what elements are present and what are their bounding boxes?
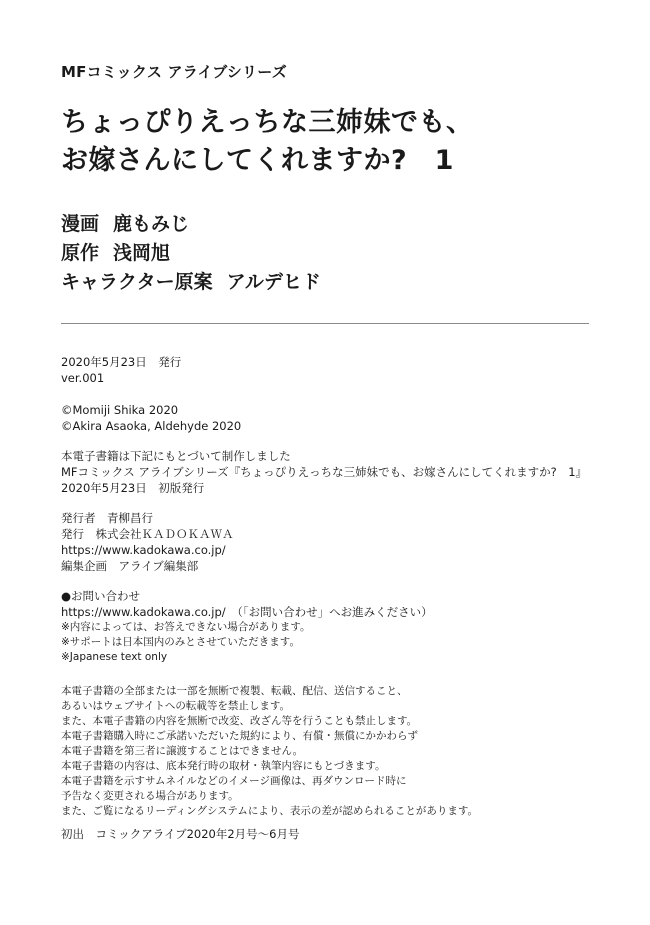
title-line-1: ちょっぴりえっちな三姉妹でも、 [61,107,474,138]
publisher-line: 編集企画 アライブ編集部 [61,559,199,573]
legal-line: 本電子書籍を第三者に譲渡することはできません。 [61,745,304,757]
contact-note: ※内容によっては、お答えできない場合があります。 [61,621,311,633]
credit-role: 原作 [61,242,100,264]
series-name: MFコミックス アライブシリーズ [61,63,287,81]
legal-line: あるいはウェブサイトへの転載等を禁止します。 [61,700,291,712]
publish-date: 2020年5月23日 発行 [61,355,182,369]
publisher-url[interactable]: https://www.kadokawa.co.jp/ [61,543,226,557]
book-title [61,104,474,180]
credit-person: 浅岡旭 [113,242,171,264]
copyright-line: ©Momiji Shika 2020 [61,403,179,417]
credit-original [61,239,321,268]
credit-art [61,210,321,239]
legal-line: また、本電子書籍の内容を無断で改変、改ざん等を行うことも禁止します。 [61,715,418,727]
first-appearance: 初出 コミックアライブ2020年2月号～6月号 [61,827,300,841]
credit-character-design [61,268,321,297]
credit-person: 鹿もみじ [113,213,190,235]
credits [61,210,321,297]
credit-role: キャラクター原案 [61,271,213,293]
publish-info [61,354,181,386]
legal-line: 本電子書籍購入時にご承諾いただいた規約により、有償・無償にかかわらず [61,730,418,742]
source-edition-block [61,448,587,496]
contact-notes [61,620,433,665]
copyright-block [61,402,241,434]
title-line-2: お嫁さんにしてくれますか? 1 [61,145,454,176]
source-line: 2020年5月23日 初版発行 [61,481,205,495]
contact-block [61,588,433,665]
legal-notice [61,684,478,819]
legal-line: また、ご覧になるリーディングシステムにより、表示の差が認められることがあります。 [61,805,479,817]
legal-line: 予告なく変更される場合があります。 [61,790,239,802]
version: ver.001 [61,371,105,385]
credit-role: 漫画 [61,213,100,235]
contact-url[interactable]: https://www.kadokawa.co.jp/ （「お問い合わせ」へお進みください） [61,605,433,619]
contact-note: ※Japanese text only [61,651,168,663]
source-line: 本電子書籍は下記にもとづいて制作しました [61,449,291,463]
legal-line: 本電子書籍の全部または一部を無断で複製、転載、配信、送信すること、 [61,685,408,697]
publisher-block [61,510,234,574]
credit-person: アルデヒド [226,271,321,293]
contact-note: ※サポートは日本国内のみとさせていただきます。 [61,636,300,648]
legal-line: 本電子書籍を示すサムネイルなどのイメージ画像は、再ダウンロード時に [61,775,407,787]
publisher-line: 発行者 青柳昌行 [61,511,153,525]
contact-heading: ●お問い合わせ [61,589,141,603]
divider [61,323,589,324]
copyright-line: ©Akira Asaoka, Aldehyde 2020 [61,419,242,433]
publisher-line: 発行 株式会社ＫＡＤＯＫＡＷＡ [61,527,234,541]
source-line: MFコミックス アライブシリーズ『ちょっぴりえっちな三姉妹でも、お嫁さんにしてくれますか? 1』 [61,465,588,479]
legal-line: 本電子書籍の内容は、底本発行時の取材・執筆内容にもとづきます。 [61,760,386,772]
